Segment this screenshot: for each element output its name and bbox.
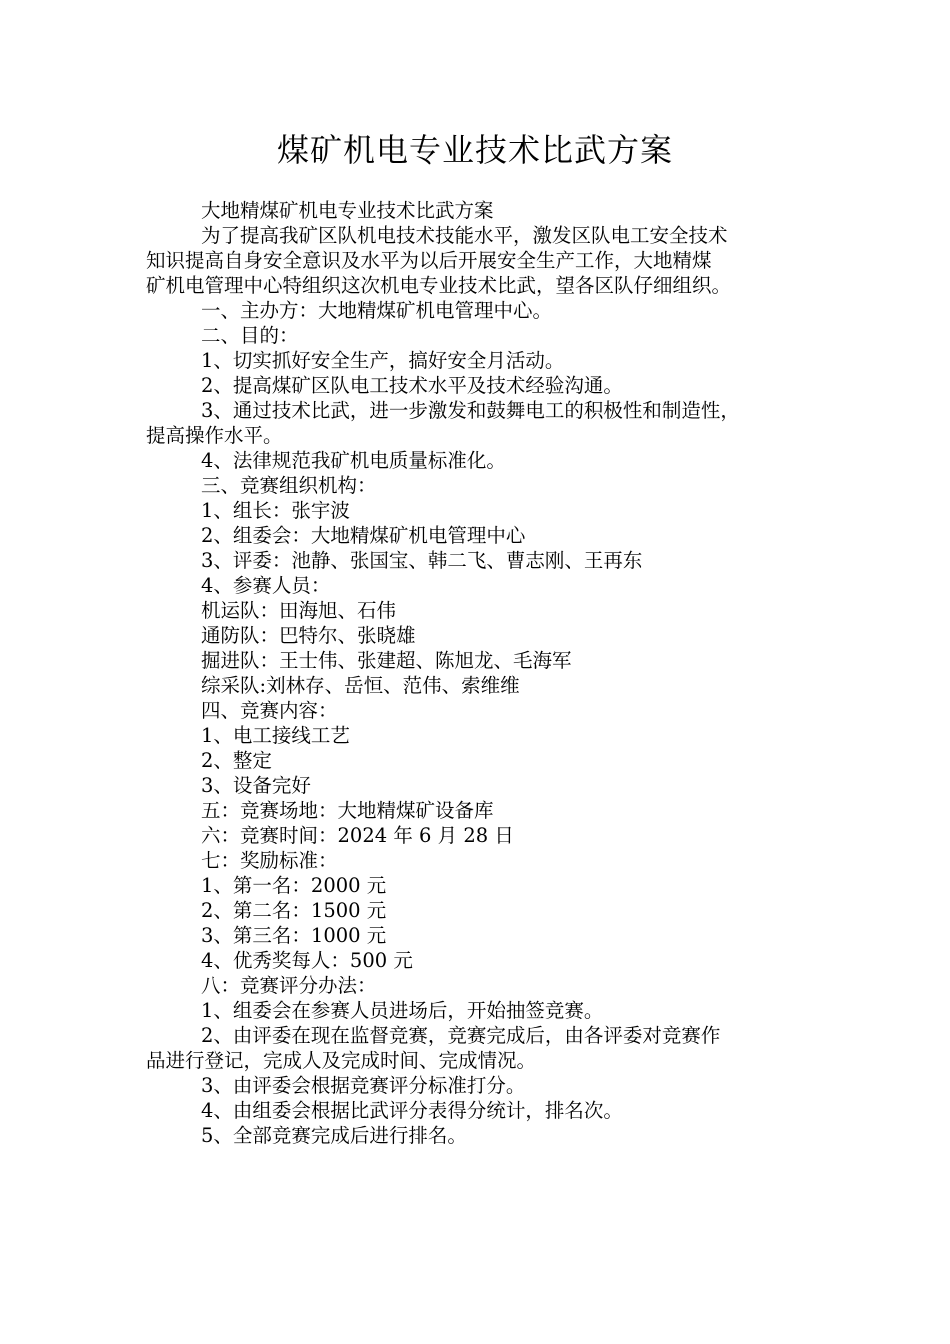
purpose-item: 4、法律规范我矿机电质量标准化。 [201,449,506,472]
content-item: 3、设备完好 [201,774,311,797]
team-entry: 机运队：田海旭、石伟 [201,599,397,622]
section-scoring-heading: 八：竞赛评分办法： [201,974,377,997]
purpose-item: 3、通过技术比武，进一步激发和鼓舞电工的积极性和制造性， [201,399,740,422]
team-entry: 综采队:刘林存、岳恒、范伟、索维维 [201,674,520,697]
purpose-item: 1、切实抓好安全生产，搞好安全月活动。 [201,349,565,372]
scoring-item: 2、由评委在现在监督竞赛，竞赛完成后，由各评委对竞赛作 [201,1024,721,1047]
team-entry: 通防队：巴特尔、张晓雄 [201,624,416,647]
section-time: 六：竞赛时间：2024 年 6 月 28 日 [201,824,514,847]
scoring-item: 1、组委会在参赛人员进场后，开始抽签竞赛。 [201,999,604,1022]
document-body [146,198,836,1148]
section-reward-heading: 七：奖励标准： [201,849,338,872]
reward-item: 1、第一名：2000 元 [201,874,387,897]
document-title: 煤矿机电专业技术比武方案 [276,131,673,169]
scoring-item: 3、由评委会根据竞赛评分标准打分。 [201,1074,526,1097]
organization-item: 3、评委：池静、张国宝、韩二飞、曹志刚、王再东 [201,549,643,572]
organization-item: 2、组委会：大地精煤矿机电管理中心 [201,524,526,547]
paragraph-intro-line-3: 矿机电管理中心特组织这次机电专业技术比武，望各区队仔细组织。 [146,274,732,297]
scoring-item: 5、全部竞赛完成后进行排名。 [201,1124,467,1147]
section-purpose-heading: 二、目的： [201,324,299,347]
section-organization-heading: 三、竞赛组织机构： [201,474,377,497]
organization-item: 1、组长：张宇波 [201,499,350,522]
scoring-item: 4、由组委会根据比武评分表得分统计，排名次。 [201,1099,623,1122]
reward-item: 2、第二名：1500 元 [201,899,387,922]
scoring-item-continuation: 品进行登记，完成人及完成时间、完成情况。 [146,1049,537,1072]
section-content-heading: 四、竞赛内容： [201,699,338,722]
paragraph-intro-line-1: 为了提高我矿区队机电技术技能水平，激发区队电工安全技术 [201,224,728,247]
organization-item: 4、参赛人员： [201,574,331,597]
reward-item: 4、优秀奖每人：500 元 [201,949,413,972]
content-item: 1、电工接线工艺 [201,724,350,747]
paragraph-intro-line-2: 知识提高自身安全意识及水平为以后开展安全生产工作，大地精煤 [146,249,712,272]
paragraph-subtitle: 大地精煤矿机电专业技术比武方案 [201,199,494,222]
section-organizer: 一、主办方：大地精煤矿机电管理中心。 [201,299,553,322]
purpose-item-continuation: 提高操作水平。 [146,424,283,447]
purpose-item: 2、提高煤矿区队电工技术水平及技术经验沟通。 [201,374,623,397]
team-entry: 掘进队：王士伟、张建超、陈旭龙、毛海军 [201,649,572,672]
reward-item: 3、第三名：1000 元 [201,924,387,947]
content-item: 2、整定 [201,749,272,772]
section-venue: 五：竞赛场地：大地精煤矿设备库 [201,799,494,822]
